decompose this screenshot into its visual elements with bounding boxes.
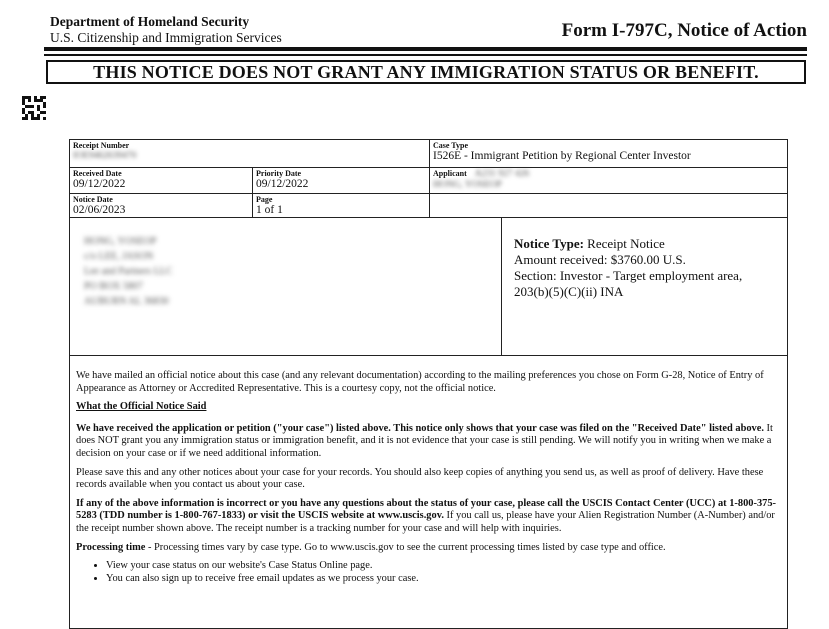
department-name: Department of Homeland Security (50, 14, 250, 29)
page-label: Page (256, 195, 273, 204)
contact-paragraph (76, 498, 782, 536)
section-heading: What the Official Notice Said (76, 401, 207, 413)
contact-paragraph-bold: If any of the above information is incorrect or you have any questions about the status of your case, please call the USCIS Contact Center (UCC) at 1-800-375-5283 (TDD number is 1-800-767-1833) or visit the USCIS website at www.uscis.gov. (76, 497, 776, 522)
page-value: 1 of 1 (256, 204, 283, 216)
processing-rest: - Processing times vary by case type. Go to www.uscis.gov to see the current processing times listed by case type and office. (145, 541, 666, 553)
receipt-number-label: Receipt Number (73, 141, 130, 150)
notice-date-label: Notice Date (73, 195, 113, 204)
records-paragraph: Please save this and any other notices about your case for your records. You should also keep copies of anything you send us, as well as proof of delivery. Have these records available when you contact us about your case. (76, 466, 764, 491)
priority-date-value: 09/12/2022 (256, 178, 309, 190)
status-banner: THIS NOTICE DOES NOT GRANT ANY IMMIGRATION STATUS OR BENEFIT. (46, 60, 806, 84)
courtesy-paragraph: We have mailed an official notice about this case (and any relevant documentation) according to the mailing preferences you chose on Form G-28, Notice of Entry of Appearance as Attorney or Accredited Representative. This is a courtesy copy, not the official notice. (76, 370, 764, 394)
processing-label: Processing time (76, 541, 146, 553)
barcode-icon (22, 96, 46, 120)
notice-details (514, 236, 742, 300)
received-paragraph-bold: We have received the application or petition ("your case") listed above. This notice only shows that your case was filed on the "Received Date" listed above. (76, 422, 764, 434)
receipt-number-cell (70, 140, 430, 168)
processing-paragraph (76, 542, 782, 555)
receipt-number-value: IOE9462639470 (73, 151, 137, 161)
address-line: AUBURN AL 36830 (84, 296, 169, 307)
received-paragraph-rest: It does NOT grant you any immigration status or immigration benefit, and it is not evidence that your case is still pending. We will notify you in writing when we make a decision on your case or if we need additional information. (76, 422, 773, 459)
case-type-label: Case Type (433, 141, 469, 150)
applicant-cell (430, 168, 787, 194)
received-date-value: 09/12/2022 (73, 178, 126, 190)
notice-info (502, 218, 787, 356)
mailing-address (70, 218, 502, 356)
agency-name: U.S. Citizenship and Immigration Services (50, 30, 282, 45)
address-block (84, 234, 173, 309)
received-paragraph (76, 423, 782, 461)
header-rule-thin (44, 54, 807, 56)
agency-header (50, 14, 282, 46)
form-title: Form I-797C, Notice of Action (561, 20, 807, 41)
amount-received: Amount received: $3760.00 U.S. (514, 252, 686, 267)
priority-date-cell (253, 168, 430, 194)
section-line: Section: Investor - Target employment area, (514, 268, 743, 283)
page-cell (253, 194, 430, 218)
notice-type-label: Notice Type: (514, 236, 584, 251)
contact-paragraph-rest: If you call us, please have your Alien Registration Number (A-Number) and/or the receipt number shown above. The receipt number is a tracking number for your case and will help with inquiries. (76, 510, 775, 534)
received-date-cell (70, 168, 253, 194)
address-line: c/o LEE, JASON (84, 251, 154, 262)
applicant-label: Applicant (433, 169, 467, 178)
notice-date-cell (70, 194, 253, 218)
empty-cell (430, 194, 787, 218)
notice-type-value: Receipt Notice (587, 236, 665, 251)
address-line: HONG, YOSEOP (84, 236, 157, 247)
section-line-2: 203(b)(5)(C)(ii) INA (514, 284, 624, 299)
applicant-id: A231 927 426 (474, 169, 530, 179)
notice-form (69, 139, 788, 629)
list-item: • You can also sign up to receive free email updates as we process your case. (106, 573, 782, 586)
case-type-value: I526E - Immigrant Petition by Regional Center Investor (433, 150, 691, 162)
notice-type-row (514, 236, 742, 252)
address-line: Lee and Partners LLC (84, 266, 173, 277)
case-type-cell (430, 140, 787, 168)
received-date-label: Received Date (73, 169, 122, 178)
priority-date-label: Priority Date (256, 169, 302, 178)
list-item: • View your case status on our website's Case Status Online page. (106, 560, 782, 573)
header-rule (44, 47, 807, 51)
applicant-name: HONG, YOSEOP (433, 180, 502, 190)
notice-body (76, 370, 782, 585)
notice-date-value: 02/06/2023 (73, 204, 126, 216)
applicant-label-row (430, 168, 787, 179)
address-line: PO BOX 5807 (84, 281, 143, 292)
info-list (76, 560, 782, 585)
